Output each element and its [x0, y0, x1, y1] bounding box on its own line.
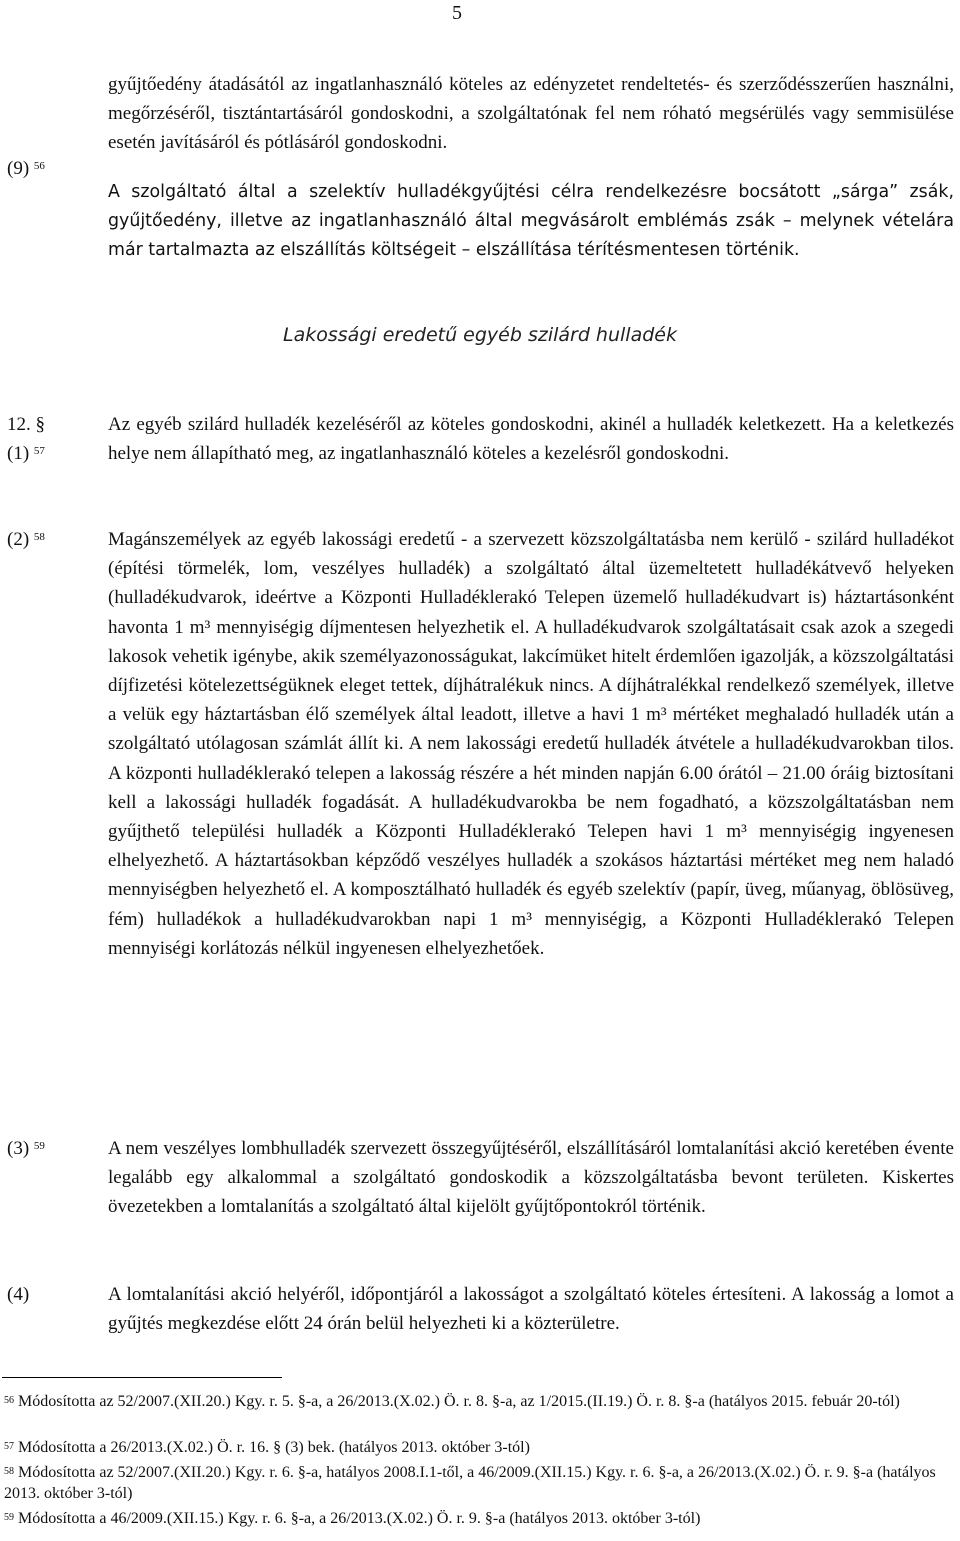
- footnote-ref-58[interactable]: 58: [33, 531, 45, 543]
- footnote-56: $^{56}$ Módosította az 52/2007.(XII.20.) Kgy. r. 5. §-a, a 26/2013.(X.02.) Ö. r. 8. §-a, az 1/2015.(II.19.) Ö. r. 8. §-a (hatályos 2015. febuár 20-tól): [4, 1393, 900, 1410]
- para-9-label: (9) $^{56}$: [7, 158, 45, 179]
- page-number: 5: [452, 2, 462, 24]
- section-12-label: 12. §: [7, 414, 45, 435]
- footnote-divider: [2, 1377, 282, 1378]
- para-3-label: (3) $^{59}$: [7, 1138, 45, 1159]
- section-heading: Lakossági eredetű egyéb szilárd hulladék: [283, 324, 677, 346]
- footnote-ref-59[interactable]: 59: [33, 1140, 45, 1152]
- section-12-sub-label: (1) $^{57}$: [7, 443, 45, 464]
- para-9-text: A szolgáltató által a szelektív hulladékgyűjtési célra rendelkezésre bocsátott „sárga” zsák, gyűjtőedény, illetve az ingatlanhasználó által megvásárolt emblémás zsák – melynek vételára már tartalmazta az elszállítás költségeit – elszállítása térítésmentesen történik.: [108, 182, 954, 261]
- intro-paragraph: gyűjtőedény átadásától az ingatlanhasználó köteles az edényzetet rendeltetés- és szerződésszerűen használni, megőrzéséről, tisztántartásáról gondoskodni, a szolgáltatónak fel nem róható megsérülés vagy semmisülése esetén javításáról és pótlásáról gondoskodni.: [108, 74, 954, 154]
- para-3-text: A nem veszélyes lombhulladék szervezett összegyűjtéséről, elszállításáról lomtalanítási akció keretében évente legalább egy alkalommal a szolgáltató gondoskodik a közszolgáltatásba bevont területen. Kiskertes övezetekben a lomtalanítás a szolgáltató által kijelölt gyűjtőpontokról történik.: [108, 1138, 954, 1218]
- para-4-label: (4): [7, 1284, 30, 1305]
- footnote-ref-56[interactable]: 56: [33, 160, 45, 172]
- section-12-text: Az egyéb szilárd hulladék kezeléséről az köteles gondoskodni, akinél a hulladék keletkezett. Ha a keletkezés helye nem állapítható meg, az ingatlanhasználó köteles a kezelésről gondoskodni.: [108, 414, 954, 465]
- footnote-ref-57[interactable]: 57: [33, 445, 45, 457]
- footnote-59: $^{59}$ Módosította a 46/2009.(XII.15.) Kgy. r. 6. §-a, a 26/2013.(X.02.) Ö. r. 9. §-a (hatályos 2013. október 3-tól): [4, 1510, 701, 1527]
- para-2-label: (2) $^{58}$: [7, 529, 45, 550]
- para-4-text: A lomtalanítási akció helyéről, időpontjáról a lakosságot a szolgáltató köteles értesíteni. A lakosság a lomot a gyűjtés megkezdése előtt 24 órán belül helyezheti ki a közterületre.: [108, 1284, 954, 1335]
- footnote-58: $^{58}$ Módosította az 52/2007.(XII.20.) Kgy. r. 6. §-a, hatályos 2008.I.1-től, a 46/2009.(XII.15.) Kgy. r. 6. §-a, a 26/2013.(X.02.) Ö. r. 9. §-a (hatályos 2013. október 3-tól): [4, 1464, 936, 1502]
- footnote-57: $^{57}$ Módosította a 26/2013.(X.02.) Ö. r. 16. § (3) bek. (hatályos 2013. október 3-tól): [4, 1439, 530, 1456]
- para-2-text: Magánszemélyek az egyéb lakossági eredetű - a szervezett közszolgáltatásba nem kerülő - szilárd hulladékot (építési törmelék, lom, veszélyes hulladék) a szolgáltató által üzemeltetett hulladékátvevő helyeken (hulladékudvarok, ideértve a Központi Hulladéklerakó Telepen üzemelő hulladékudvart is) háztartásonként havonta 1 m³ mennyiségig díjmentesen helyezhetik el. A hulladékudvarok szolgáltatásait csak azok a szegedi lakosok vehetik igénybe, akik személyazonosságukat, lakcímüket hitelt érdemlően igazolják, a közszolgáltatási díjfizetési kötelezettségüknek eleget tettek, díjhátralékuk nincs. A díjhátralékkal rendelkező személyek, illetve a velük egy háztartásban élő személyek által leadott, illetve a havi 1 m³ mértéket meghaladó hulladék után a szolgáltató utólagosan számlát állít ki. A nem lakossági eredetű hulladék átvétele a hulladékudvarokban tilos. A központi hulladéklerakó telepen a lakosság részére a hét minden napján 6.00 órától – 21.00 óráig biztosítani kell a lakossági hulladék fogadását. A hulladékudvarokba be nem fogadható, a közszolgáltatásban nem gyűjthető települési hulladék a Központi Hulladéklerakó Telepen havi 1 m³ mennyiségig ingyenesen elhelyezhető. A háztartásokban képződő veszélyes hulladék a szokásos háztartási mértéket meg nem haladó mennyiségben helyezhető el. A komposztálható hulladék és egyéb szelektív (papír, üveg, műanyag, öblösüveg, fém) hulladékok a hulladékudvarokban napi 1 m³ mennyiségig, a Központi Hulladéklerakó Telepen mennyiségi korlátozás nélkül ingyenesen elhelyezhetőek.: [108, 529, 954, 959]
